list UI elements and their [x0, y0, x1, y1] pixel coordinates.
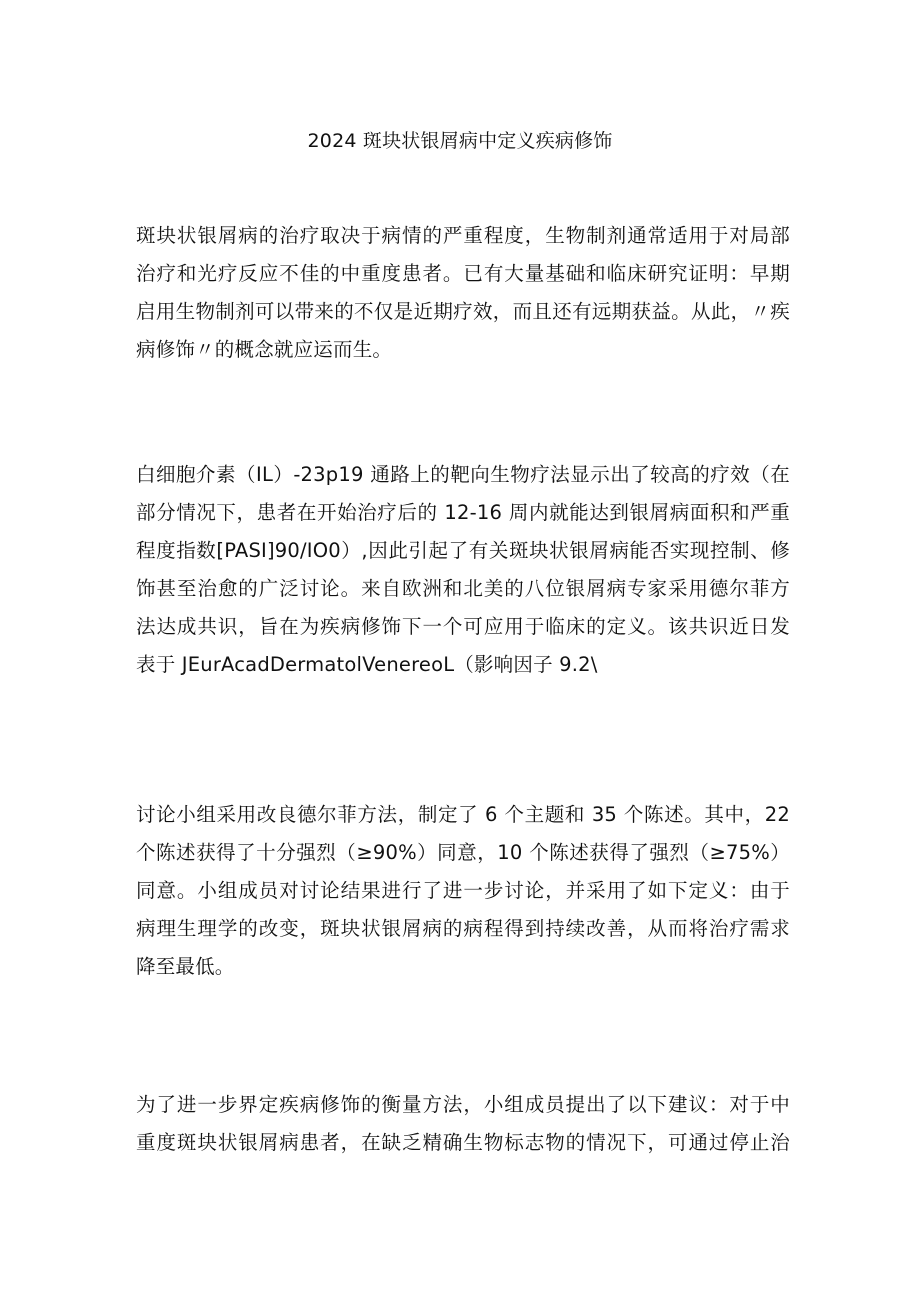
paragraph-2 — [136, 456, 790, 684]
paragraph-line: 降至最低。 — [136, 955, 235, 978]
paragraph-line: 为了进一步界定疾病修饰的衡量方法，小组成员提出了以下建议：对于中 — [136, 1093, 790, 1116]
paragraph-4 — [136, 1086, 790, 1162]
paragraph-3 — [136, 796, 790, 986]
paragraph-1 — [136, 217, 790, 369]
paragraph-line: 饰甚至治愈的广泛讨论。来自欧洲和北美的八位银屑病专家采用德尔菲方 — [136, 577, 790, 600]
paragraph-line: 表于 JEurAcadDermatolVenereoL（影响因子 9.2\ — [136, 653, 598, 676]
paragraph-line: 病修饰〃的概念就应运而生。 — [136, 338, 393, 361]
paragraph-line: 同意。小组成员对讨论结果进行了进一步讨论，并采用了如下定义：由于 — [136, 879, 790, 902]
paragraph-line: 讨论小组采用改良德尔菲方法，制定了 6 个主题和 35 个陈述。其中，22 — [136, 803, 790, 826]
paragraph-line: 治疗和光疗反应不佳的中重度患者。已有大量基础和临床研究证明：早期 — [136, 262, 790, 285]
paragraph-line: 启用生物制剂可以带来的不仅是近期疗效，而且还有远期获益。从此，〃疾 — [136, 300, 790, 323]
paragraph-line: 法达成共识，旨在为疾病修饰下一个可应用于临床的定义。该共识近日发 — [136, 615, 790, 638]
paragraph-line: 斑块状银屑病的治疗取决于病情的严重程度，生物制剂通常适用于对局部 — [136, 224, 790, 247]
paragraph-line: 病理生理学的改变，斑块状银屑病的病程得到持续改善，从而将治疗需求 — [136, 917, 790, 940]
document-title: 2024 斑块状银屑病中定义疾病修饰 — [307, 130, 613, 152]
paragraph-line: 个陈述获得了十分强烈（≥90%）同意，10 个陈述获得了强烈（≥75%） — [136, 841, 790, 864]
paragraph-line: 部分情况下，患者在开始治疗后的 12-16 周内就能达到银屑病面积和严重 — [136, 501, 790, 524]
paragraph-line: 重度斑块状银屑病患者，在缺乏精确生物标志物的情况下，可通过停止治 — [136, 1131, 790, 1154]
paragraph-line: 白细胞介素（IL）-23p19 通路上的靶向生物疗法显示出了较高的疗效（在 — [136, 463, 790, 486]
paragraph-line: 程度指数[PASI]90/IO0）,因此引起了有关斑块状银屑病能否实现控制、修 — [136, 539, 790, 562]
